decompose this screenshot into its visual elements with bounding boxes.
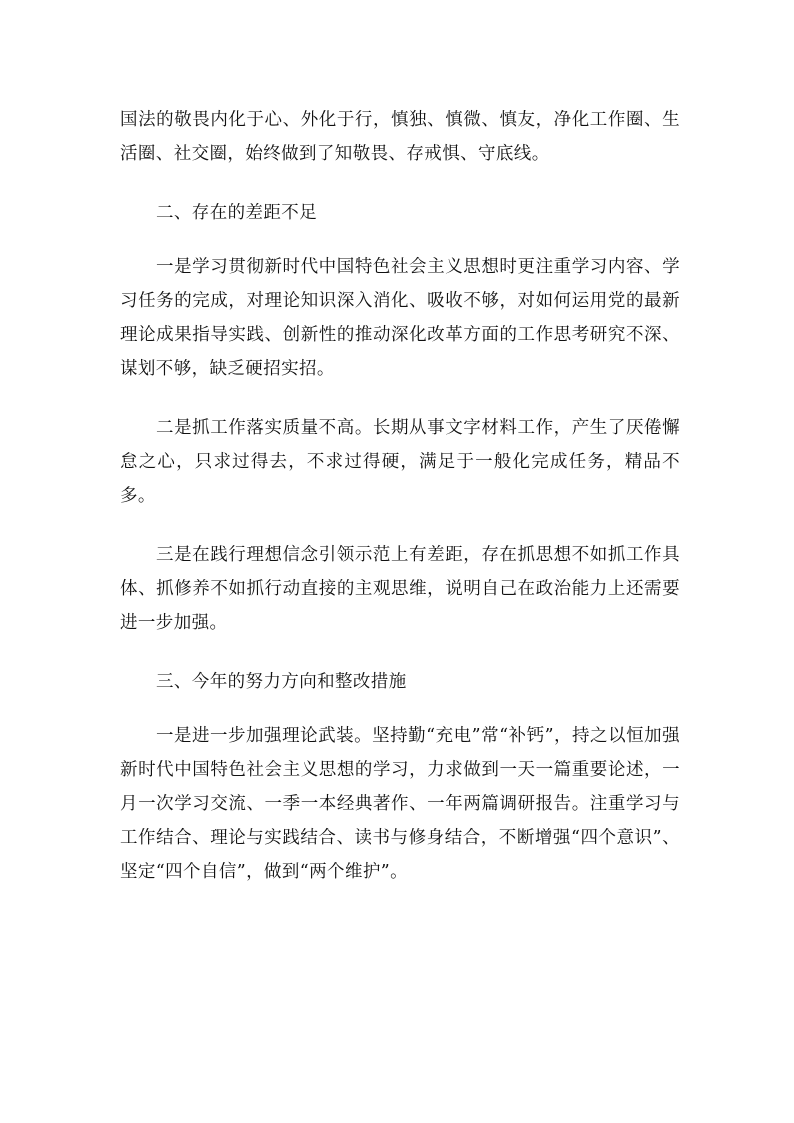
section-heading-measures: 三、今年的努力方向和整改措施 <box>156 672 407 692</box>
section-heading-gaps: 二、存在的差距不足 <box>156 203 318 223</box>
document-body <box>120 103 680 889</box>
paragraph-gap-three: 三是在践行理想信念引领示范上有差距，存在抓思想不如抓工作具体、抓修养不如抓行动直接的主观思维，说明自己在政治能力上还需要进一步加强。 <box>120 545 680 633</box>
paragraph-measure-one: 一是进一步加强理论武装。坚持勤“充电”常“补钙”，持之以恒加强新时代中国特色社会主义思想的学习，力求做到一天一篇重要论述，一月一次学习交流、一季一本经典著作、一年两篇调研报告。注重学习与工作结合、理论与实践结合、读书与修身结合，不断增强“四个意识”、坚定“四个自信”，做到“两个维护”。 <box>120 726 680 882</box>
paragraph-continuation: 国法的敬畏内化于心、外化于行，慎独、慎微、慎友，净化工作圈、生活圈、社交圈，始终做到了知敬畏、存戒惧、守底线。 <box>120 110 680 164</box>
paragraph-gap-two: 二是抓工作落实质量不高。长期从事文字材料工作，产生了厌倦懈怠之心，只求过得去，不求过得硬，满足于一般化完成任务，精品不多。 <box>120 418 680 506</box>
paragraph-gap-one: 一是学习贯彻新时代中国特色社会主义思想时更注重学习内容、学习任务的完成，对理论知识深入消化、吸收不够，对如何运用党的最新理论成果指导实践、创新性的推动深化改革方面的工作思考研究不深、谋划不够，缺乏硬招实招。 <box>120 257 680 379</box>
